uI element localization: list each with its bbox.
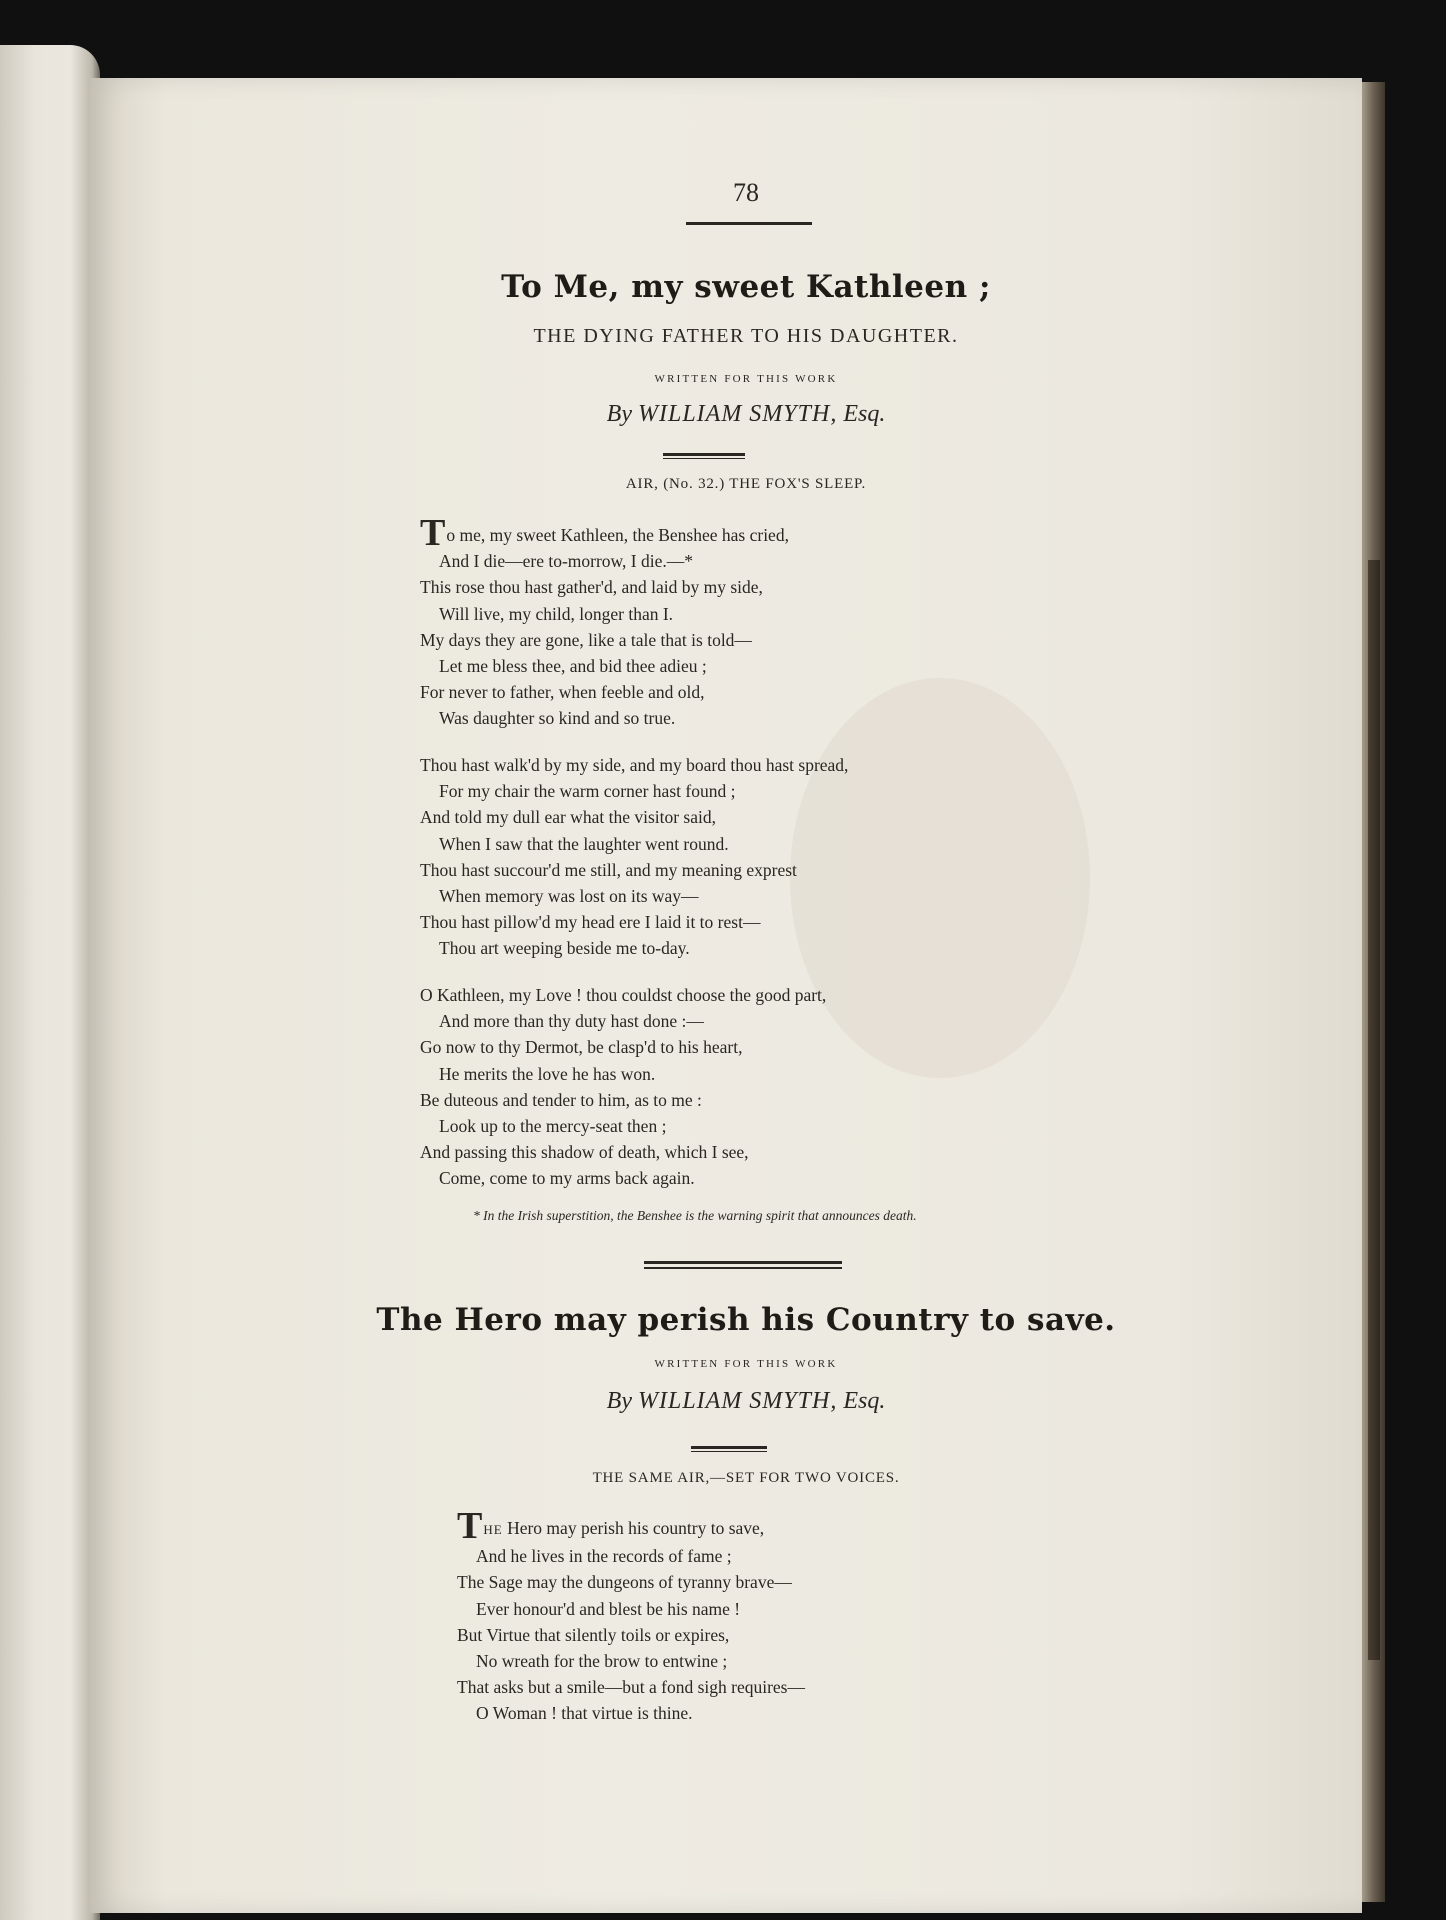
song1-air: AIR, (No. 32.) THE FOX'S SLEEP.	[625, 476, 867, 492]
verse-line: Let me bless thee, and bid thee adieu ;	[439, 656, 707, 677]
cover-edge	[1368, 560, 1380, 1660]
verse-line: The Sage may the dungeons of tyranny brave—	[457, 1572, 792, 1593]
verse-line: And I die—ere to-morrow, I die.—*	[439, 551, 693, 572]
section-divider	[644, 1261, 842, 1269]
song2-rule	[691, 1446, 767, 1452]
verse-line: Thou hast pillow'd my head ere I laid it to rest—	[420, 912, 761, 933]
byline-by: By	[606, 1388, 632, 1414]
byline-esq: Esq.	[843, 401, 886, 427]
song1-footnote: * In the Irish superstition, the Benshee is the warning spirit that announces death.	[473, 1208, 917, 1223]
page-number: 78	[733, 178, 759, 207]
verse-line: When memory was lost on its way—	[439, 886, 699, 907]
song2-author: WILLIAM SMYTH,	[637, 1388, 838, 1414]
song1-stanza2	[420, 752, 848, 962]
verse-line: For my chair the warm corner hast found ;	[439, 781, 736, 802]
verse-line: O Kathleen, my Love ! thou couldst choose the good part,	[420, 985, 827, 1005]
verse-line: No wreath for the brow to entwine ;	[476, 1651, 728, 1672]
verse-line: This rose thou hast gather'd, and laid by my side,	[420, 577, 763, 598]
small-caps: HE	[483, 1522, 503, 1537]
verse-line: Thou hast succour'd me still, and my meaning exprest	[420, 859, 797, 880]
byline-esq: Esq.	[843, 1388, 886, 1414]
drop-cap: T	[457, 1505, 483, 1547]
verse-line: He merits the love he has won.	[439, 1063, 656, 1084]
verse-line: O Woman ! that virtue is thine.	[476, 1703, 693, 1724]
song2-byline	[90, 1388, 1402, 1415]
verse-line	[420, 512, 789, 554]
verse-line: That asks but a smile—but a fond sigh requires—	[457, 1677, 805, 1698]
number-rule	[686, 222, 812, 225]
verse-line: Look up to the mercy-seat then ;	[439, 1116, 667, 1137]
verse-line: Was daughter so kind and so true.	[439, 708, 676, 729]
verse-line: When I saw that the laughter went round.	[439, 833, 729, 854]
verse-line: Will live, my child, longer than I.	[439, 603, 674, 624]
verse-line-text: o me, my sweet Kathleen, the Benshee has cried,	[446, 525, 789, 545]
song2-title: The Hero may perish his Country to save.	[376, 1302, 1116, 1338]
song1-subtitle: THE DYING FATHER TO HIS DAUGHTER.	[533, 325, 959, 347]
song1-stanza3	[420, 982, 826, 1192]
verse-line: Come, come to my arms back again.	[439, 1168, 695, 1189]
verse-line: And told my dull ear what the visitor said,	[420, 807, 716, 828]
song1-title: To Me, my sweet Kathleen ;	[501, 269, 991, 305]
byline-by: By	[606, 401, 632, 427]
drop-cap: T	[420, 512, 446, 554]
verse-line: For never to father, when feeble and old,	[420, 682, 705, 703]
song1-rule	[663, 453, 745, 459]
song2-air: THE SAME AIR,—SET FOR TWO VOICES.	[592, 1470, 900, 1486]
verse-line-text: Hero may perish his country to save,	[502, 1518, 765, 1538]
song1-author: WILLIAM SMYTH,	[637, 401, 838, 427]
verse-line: My days they are gone, like a tale that is told—	[420, 629, 752, 650]
verse-line: And passing this shadow of death, which I see,	[420, 1142, 749, 1163]
verse-line: And more than thy duty hast done :—	[439, 1011, 704, 1032]
verse-line: Go now to thy Dermot, be clasp'd to his heart,	[420, 1037, 743, 1058]
verse-line: Ever honour'd and blest be his name !	[476, 1598, 741, 1619]
verse-line: And he lives in the records of fame ;	[476, 1546, 732, 1567]
song1-written-for: WRITTEN FOR THIS WORK	[654, 373, 838, 385]
verse-line: Thou art weeping beside me to-day.	[439, 938, 690, 959]
song2-written-for: WRITTEN FOR THIS WORK	[654, 1358, 838, 1370]
verse-line: Thou hast walk'd by my side, and my board thou hast spread,	[420, 755, 849, 775]
book-page	[90, 78, 1362, 1913]
verse-line	[457, 1505, 805, 1547]
song1-byline	[90, 401, 1402, 428]
song2-verse	[457, 1505, 805, 1727]
verse-line: Be duteous and tender to him, as to me :	[420, 1089, 702, 1110]
verse-line: But Virtue that silently toils or expires,	[457, 1624, 730, 1645]
facing-page-edge	[0, 45, 100, 1920]
song1-verse	[420, 512, 789, 732]
